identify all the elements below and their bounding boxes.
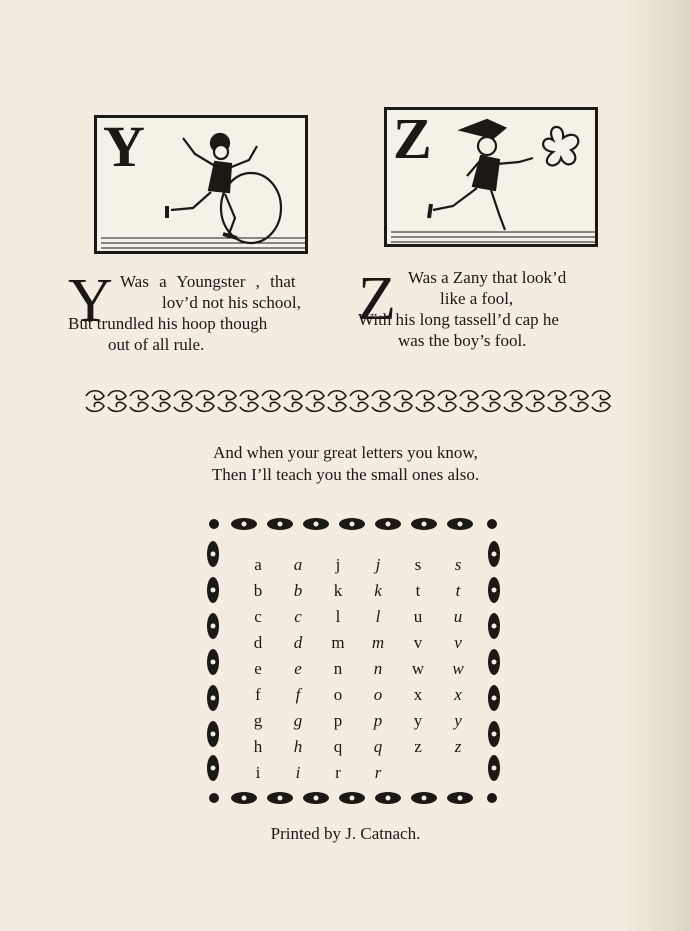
small-letter-cell: f xyxy=(295,685,301,704)
verse-y-line-1: Was a Youngster , that xyxy=(120,272,296,291)
small-letter-cell: r xyxy=(335,763,341,782)
small-letter-cell: e xyxy=(294,659,302,678)
verse-z-line-2: like a fool, xyxy=(440,289,514,308)
ornamental-divider xyxy=(84,388,612,414)
small-letter-cell: z xyxy=(414,737,422,756)
small-letter-cell: p xyxy=(333,711,343,730)
verse-z-line-4: was the boy’s fool. xyxy=(398,331,527,350)
verse-z xyxy=(356,264,636,354)
woodcut-y-capital: Y xyxy=(103,115,145,179)
small-letter-cell: h xyxy=(253,737,263,756)
small-letter-cell: m xyxy=(331,633,345,652)
small-letter-cell: s xyxy=(454,555,462,574)
small-letter-cell: b xyxy=(253,581,263,600)
small-letter-cell: x xyxy=(454,685,462,704)
small-letter-cell: j xyxy=(335,555,341,574)
small-letter-cell: d xyxy=(253,633,263,652)
small-letter-cell: c xyxy=(294,607,302,626)
small-letter-cell: j xyxy=(375,555,381,574)
small-letter-cell: k xyxy=(374,581,382,600)
small-letter-cell: t xyxy=(415,581,421,600)
small-letter-cell: v xyxy=(413,633,423,652)
small-letter-cell: r xyxy=(374,763,382,782)
small-letter-cell: v xyxy=(454,633,462,652)
small-letter-cell: g xyxy=(293,711,303,730)
small-letter-cell: c xyxy=(254,607,262,626)
woodcut-z-illustration xyxy=(384,107,598,247)
verse-z-line-3: With his long tassell’d cap he xyxy=(358,310,559,329)
small-letter-cell: a xyxy=(254,555,262,574)
small-letter-cell: i xyxy=(295,763,301,782)
small-letter-cell: n xyxy=(373,659,383,678)
small-letter-cell: e xyxy=(254,659,262,678)
small-letter-cell xyxy=(398,760,438,786)
small-letter-cell: p xyxy=(373,711,383,730)
woodcut-z-capital: Z xyxy=(393,107,432,171)
small-letter-cell: q xyxy=(333,737,343,756)
verse-y-line-3: But trundled his hoop though xyxy=(68,314,268,333)
small-letter-cell: f xyxy=(255,685,261,704)
small-letter-cell: m xyxy=(371,633,385,652)
small-letter-cell: a xyxy=(293,555,303,574)
small-letter-cell: o xyxy=(373,685,383,704)
small-letter-cell: i xyxy=(255,763,261,782)
printer-imprint: Printed by J. Catnach. xyxy=(270,824,421,843)
small-letter-cell: q xyxy=(373,737,383,756)
verse-y-initial: Y xyxy=(68,267,113,335)
small-letter-cell: l xyxy=(335,607,341,626)
small-letter-cell: n xyxy=(333,659,343,678)
small-letter-cell: u xyxy=(453,607,463,626)
small-letter-cell: d xyxy=(293,633,303,652)
small-letter-cell: g xyxy=(253,711,263,730)
small-letter-cell: b xyxy=(293,581,303,600)
verse-z-initial: Z xyxy=(358,265,396,333)
small-letter-cell: y xyxy=(413,711,423,730)
couplet-line-2: Then I’ll teach you the small ones also. xyxy=(211,465,480,484)
small-letter-cell: y xyxy=(454,711,462,730)
small-letter-cell: w xyxy=(452,659,464,678)
verse-y xyxy=(66,268,346,358)
small-letter-cell: z xyxy=(454,737,462,756)
small-letter-cell xyxy=(438,760,478,786)
small-letter-cell: u xyxy=(413,607,423,626)
small-letter-cell: t xyxy=(455,581,461,600)
verse-y-line-4: out of all rule. xyxy=(108,335,205,354)
small-letter-cell: w xyxy=(411,659,425,678)
small-letter-cell: k xyxy=(333,581,343,600)
small-letter-cell: o xyxy=(333,685,343,704)
small-letter-cell: x xyxy=(413,685,423,704)
small-letter-cell: h xyxy=(293,737,303,756)
small-letters-grid xyxy=(238,552,478,786)
verse-z-line-1: Was a Zany that look’d xyxy=(408,268,567,287)
small-letter-cell: s xyxy=(414,555,422,574)
small-letter-cell: l xyxy=(375,607,381,626)
verse-y-line-2: lov’d not his school, xyxy=(162,293,301,312)
woodcut-y-illustration xyxy=(94,115,308,254)
couplet-line-1: And when your great letters you know, xyxy=(213,443,478,462)
